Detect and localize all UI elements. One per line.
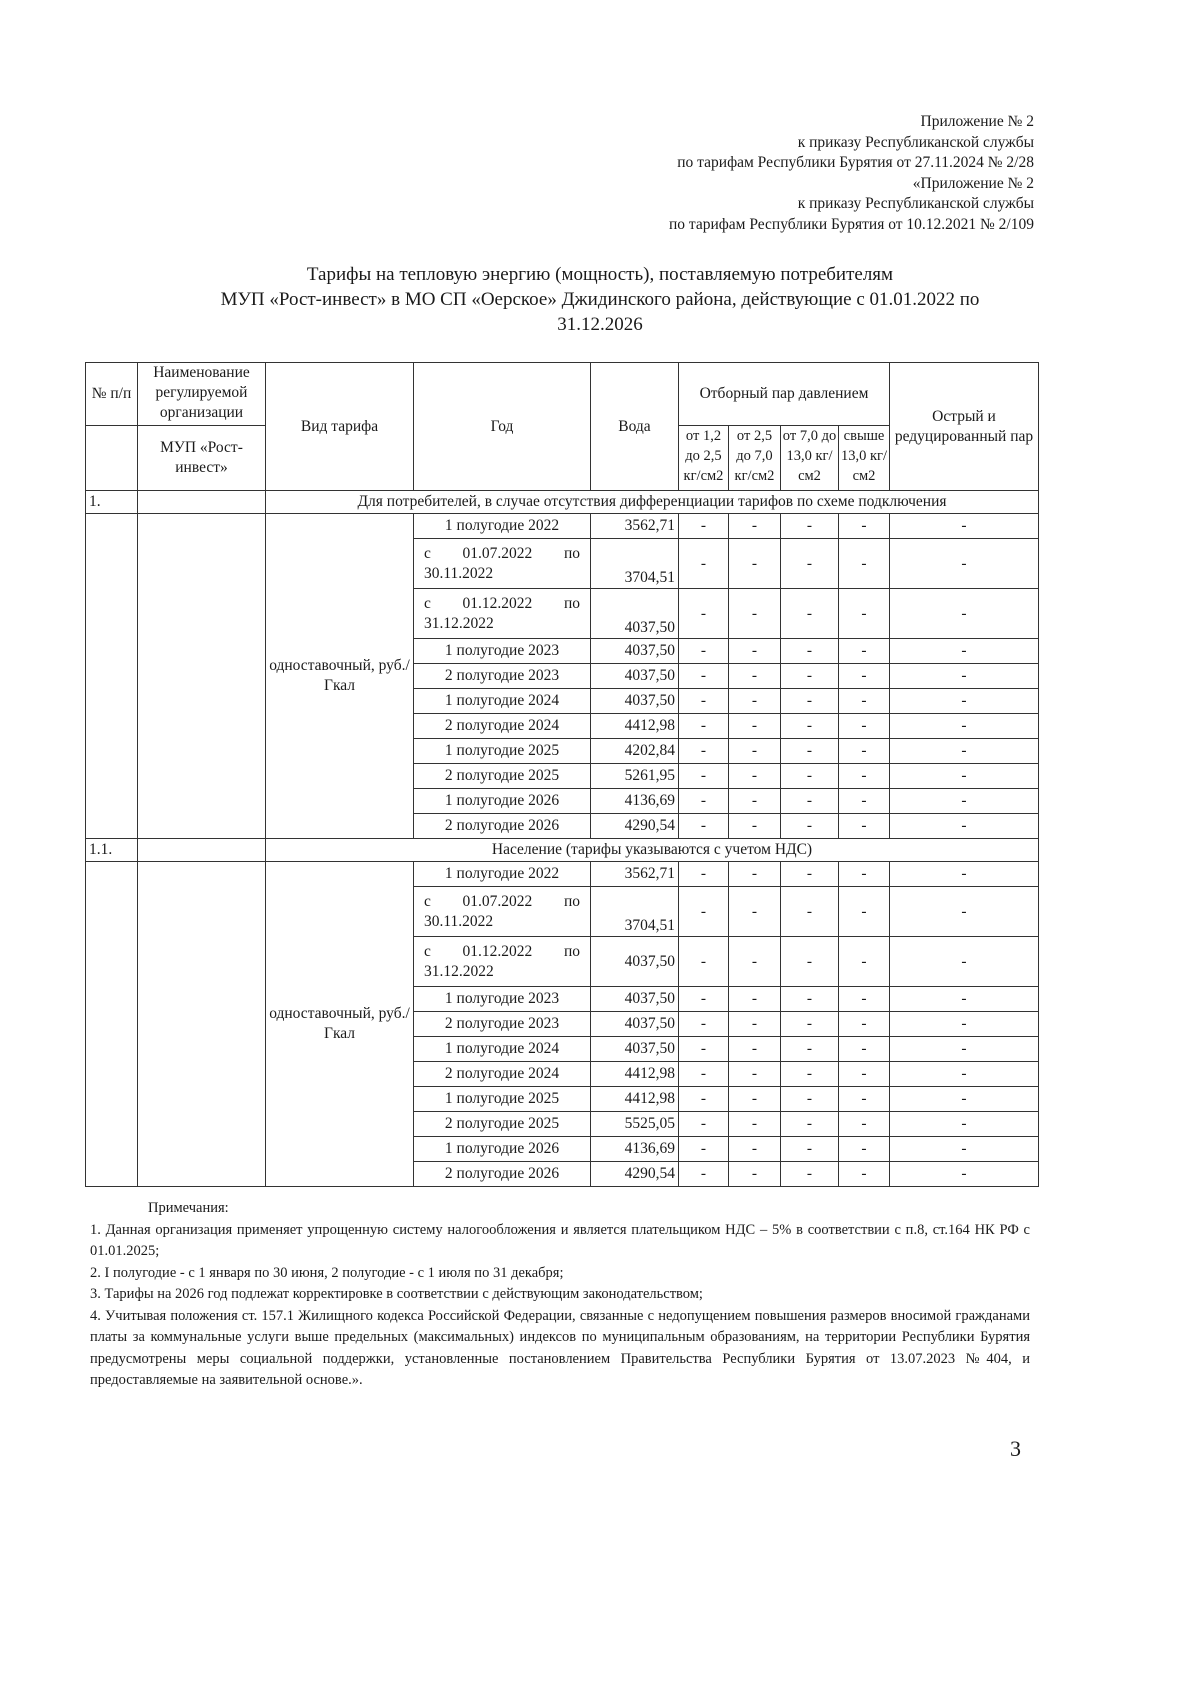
period-cell: 2 полугодие 2025: [414, 764, 591, 789]
empty-value-dash: -: [781, 789, 839, 814]
water-tariff-value: 4037,50: [591, 1037, 679, 1062]
empty-value-dash: -: [839, 664, 890, 689]
period-cell: 2 полугодие 2023: [414, 1012, 591, 1037]
empty-value-dash: -: [781, 937, 839, 987]
note-item: 3. Тарифы на 2026 год подлежат корректировке в соответствии с действующим законодательством;: [90, 1286, 703, 1302]
empty-value-dash: -: [781, 1062, 839, 1087]
period-cell: 1 полугодие 2022: [414, 862, 591, 887]
empty-value-dash: -: [679, 714, 729, 739]
empty-cell: [138, 862, 266, 1187]
empty-value-dash: -: [839, 514, 890, 539]
empty-value-dash: -: [890, 862, 1039, 887]
empty-value-dash: -: [679, 514, 729, 539]
period-cell: 2 полугодие 2025: [414, 1112, 591, 1137]
empty-value-dash: -: [679, 1037, 729, 1062]
period-cell: 2 полугодие 2026: [414, 1162, 591, 1187]
water-tariff-value: 5261,95: [591, 764, 679, 789]
empty-value-dash: -: [781, 539, 839, 589]
empty-value-dash: -: [729, 1087, 781, 1112]
empty-value-dash: -: [781, 739, 839, 764]
empty-value-dash: -: [679, 987, 729, 1012]
empty-cell: [138, 839, 266, 862]
empty-value-dash: -: [781, 887, 839, 937]
title-line: 31.12.2026: [557, 314, 643, 335]
empty-value-dash: -: [839, 1087, 890, 1112]
period-cell: 2 полугодие 2023: [414, 664, 591, 689]
empty-value-dash: -: [679, 689, 729, 714]
empty-value-dash: -: [679, 664, 729, 689]
header-line: по тарифам Республики Бурятия от 10.12.2021 № 2/109: [668, 215, 1034, 233]
empty-value-dash: -: [839, 887, 890, 937]
col-header-water: Вода: [591, 363, 679, 491]
empty-value-dash: -: [890, 887, 1039, 937]
period-cell: 1 полугодие 2023: [414, 987, 591, 1012]
page-number: 3: [1010, 1436, 1021, 1461]
water-tariff-value: 3562,71: [591, 862, 679, 887]
period-cell: с 01.12.2022 по 31.12.2022: [414, 937, 591, 987]
empty-cell: [86, 426, 138, 491]
empty-value-dash: -: [729, 664, 781, 689]
period-cell: 1 полугодие 2026: [414, 1137, 591, 1162]
empty-value-dash: -: [839, 814, 890, 839]
empty-cell: [86, 514, 138, 839]
empty-value-dash: -: [729, 764, 781, 789]
empty-value-dash: -: [890, 1012, 1039, 1037]
empty-value-dash: -: [781, 1087, 839, 1112]
empty-value-dash: -: [890, 514, 1039, 539]
empty-value-dash: -: [890, 1112, 1039, 1137]
water-tariff-value: 3704,51: [591, 539, 679, 589]
section-number: 1.: [86, 491, 138, 514]
empty-value-dash: -: [839, 1062, 890, 1087]
tariff-type: одноставочный, руб./Гкал: [266, 514, 414, 839]
empty-value-dash: -: [781, 514, 839, 539]
empty-value-dash: -: [729, 639, 781, 664]
water-tariff-value: 4037,50: [591, 689, 679, 714]
water-tariff-value: 4136,69: [591, 1137, 679, 1162]
empty-value-dash: -: [839, 937, 890, 987]
period-cell: 2 полугодие 2024: [414, 1062, 591, 1087]
note-item: 2. I полугодие - с 1 января по 30 июня, 2 полугодие - с 1 июля по 31 декабря;: [90, 1264, 564, 1281]
water-tariff-value: 4037,50: [591, 937, 679, 987]
period-cell: с 01.07.2022 по 30.11.2022: [414, 539, 591, 589]
pressure-header: от 1,2 до 2,5 кг/см2: [679, 426, 729, 491]
empty-value-dash: -: [781, 1037, 839, 1062]
empty-value-dash: -: [729, 1062, 781, 1087]
empty-value-dash: -: [839, 987, 890, 1012]
empty-value-dash: -: [679, 739, 729, 764]
empty-value-dash: -: [729, 1162, 781, 1187]
empty-value-dash: -: [890, 1037, 1039, 1062]
water-tariff-value: 4412,98: [591, 1062, 679, 1087]
empty-cell: [86, 862, 138, 1187]
empty-value-dash: -: [679, 789, 729, 814]
section-number: 1.1.: [86, 839, 138, 862]
section-row: [86, 491, 1039, 514]
empty-value-dash: -: [679, 887, 729, 937]
empty-value-dash: -: [781, 1112, 839, 1137]
col-header-type: Вид тарифа: [266, 363, 414, 491]
tariff-table: [85, 362, 1039, 1187]
water-tariff-value: 5525,05: [591, 1112, 679, 1137]
empty-value-dash: -: [890, 764, 1039, 789]
section-label: Для потребителей, в случае отсутствия дифференциации тарифов по схеме подключения: [266, 491, 1039, 514]
empty-value-dash: -: [890, 739, 1039, 764]
header-line: к приказу Республиканской службы: [797, 195, 1034, 212]
empty-value-dash: -: [729, 862, 781, 887]
org-name: МУП «Рост-инвест»: [138, 426, 266, 491]
empty-value-dash: -: [839, 1112, 890, 1137]
empty-value-dash: -: [781, 1012, 839, 1037]
empty-cell: [138, 491, 266, 514]
table-row: [86, 514, 1039, 539]
empty-value-dash: -: [729, 739, 781, 764]
empty-value-dash: -: [890, 1162, 1039, 1187]
empty-value-dash: -: [729, 714, 781, 739]
col-header-sharp-steam: Острый и редуцированный пар: [890, 363, 1039, 491]
empty-value-dash: -: [679, 764, 729, 789]
empty-value-dash: -: [729, 814, 781, 839]
empty-value-dash: -: [890, 714, 1039, 739]
empty-value-dash: -: [781, 689, 839, 714]
header-line: «Приложение № 2: [912, 174, 1034, 192]
empty-value-dash: -: [729, 937, 781, 987]
empty-value-dash: -: [839, 1137, 890, 1162]
col-header-org: Наименование регулируемой организации: [138, 363, 266, 426]
water-tariff-value: 4037,50: [591, 987, 679, 1012]
empty-value-dash: -: [781, 814, 839, 839]
empty-value-dash: -: [890, 639, 1039, 664]
empty-value-dash: -: [781, 1162, 839, 1187]
empty-value-dash: -: [839, 789, 890, 814]
empty-value-dash: -: [679, 937, 729, 987]
period-cell: 1 полугодие 2024: [414, 689, 591, 714]
empty-value-dash: -: [890, 539, 1039, 589]
period-cell: 1 полугодие 2023: [414, 639, 591, 664]
empty-value-dash: -: [781, 664, 839, 689]
empty-value-dash: -: [679, 1112, 729, 1137]
empty-value-dash: -: [839, 764, 890, 789]
empty-value-dash: -: [890, 1137, 1039, 1162]
empty-value-dash: -: [729, 789, 781, 814]
period-cell: 2 полугодие 2024: [414, 714, 591, 739]
period-cell: с 01.12.2022 по 31.12.2022: [414, 589, 591, 639]
title-line: Тарифы на тепловую энергию (мощность), поставляемую потребителям: [306, 264, 894, 285]
empty-value-dash: -: [839, 1162, 890, 1187]
empty-value-dash: -: [679, 589, 729, 639]
header-line: к приказу Республиканской службы: [797, 133, 1034, 151]
water-tariff-value: 4412,98: [591, 1087, 679, 1112]
empty-value-dash: -: [839, 539, 890, 589]
pressure-header: от 7,0 до 13,0 кг/см2: [781, 426, 839, 491]
table-row: [86, 862, 1039, 887]
empty-value-dash: -: [839, 739, 890, 764]
header-line: Приложение № 2: [920, 113, 1034, 130]
empty-value-dash: -: [729, 1012, 781, 1037]
period-cell: 1 полугодие 2026: [414, 789, 591, 814]
empty-value-dash: -: [781, 639, 839, 664]
water-tariff-value: 3704,51: [591, 887, 679, 937]
water-tariff-value: 4412,98: [591, 714, 679, 739]
title-line: МУП «Рост-инвест» в МО СП «Оерское» Джидинского района, действующие с 01.01.2022 по: [220, 289, 980, 310]
document-title: [100, 262, 1100, 337]
empty-value-dash: -: [890, 814, 1039, 839]
empty-value-dash: -: [729, 987, 781, 1012]
empty-value-dash: -: [729, 1137, 781, 1162]
header-line: по тарифам Республики Бурятия от 27.11.2024 № 2/28: [677, 154, 1034, 171]
empty-value-dash: -: [890, 1062, 1039, 1087]
empty-value-dash: -: [839, 639, 890, 664]
empty-value-dash: -: [890, 589, 1039, 639]
water-tariff-value: 4037,50: [591, 589, 679, 639]
notes: [90, 1198, 1030, 1392]
empty-value-dash: -: [679, 1162, 729, 1187]
period-cell: 2 полугодие 2026: [414, 814, 591, 839]
water-tariff-value: 4290,54: [591, 1162, 679, 1187]
empty-value-dash: -: [890, 789, 1039, 814]
empty-value-dash: -: [781, 1137, 839, 1162]
empty-value-dash: -: [729, 689, 781, 714]
col-header-year: Год: [414, 363, 591, 491]
water-tariff-value: 4202,84: [591, 739, 679, 764]
empty-value-dash: -: [781, 862, 839, 887]
empty-value-dash: -: [839, 862, 890, 887]
empty-value-dash: -: [890, 1087, 1039, 1112]
empty-value-dash: -: [729, 514, 781, 539]
empty-value-dash: -: [781, 764, 839, 789]
empty-value-dash: -: [679, 1137, 729, 1162]
pressure-header: свыше 13,0 кг/см2: [839, 426, 890, 491]
empty-value-dash: -: [679, 1087, 729, 1112]
empty-value-dash: -: [890, 987, 1039, 1012]
empty-value-dash: -: [679, 814, 729, 839]
empty-value-dash: -: [679, 539, 729, 589]
empty-value-dash: -: [839, 689, 890, 714]
empty-value-dash: -: [890, 689, 1039, 714]
water-tariff-value: 4136,69: [591, 789, 679, 814]
notes-title: Примечания:: [148, 1200, 229, 1216]
empty-value-dash: -: [839, 1037, 890, 1062]
water-tariff-value: 4037,50: [591, 639, 679, 664]
col-header-steam: Отборный пар давлением: [679, 363, 890, 426]
water-tariff-value: 4037,50: [591, 1012, 679, 1037]
empty-value-dash: -: [839, 1012, 890, 1037]
empty-value-dash: -: [679, 639, 729, 664]
empty-value-dash: -: [890, 937, 1039, 987]
empty-value-dash: -: [729, 1112, 781, 1137]
appendix-header: [669, 112, 1034, 235]
section-row: [86, 839, 1039, 862]
empty-value-dash: -: [781, 987, 839, 1012]
period-cell: 1 полугодие 2022: [414, 514, 591, 539]
empty-cell: [138, 514, 266, 839]
water-tariff-value: 3562,71: [591, 514, 679, 539]
section-label: Население (тарифы указываются с учетом НДС): [266, 839, 1039, 862]
empty-value-dash: -: [679, 1012, 729, 1037]
tariff-type: одноставочный, руб./Гкал: [266, 862, 414, 1187]
empty-value-dash: -: [729, 589, 781, 639]
pressure-header: от 2,5 до 7,0 кг/см2: [729, 426, 781, 491]
col-header-num: № п/п: [86, 363, 138, 426]
empty-value-dash: -: [729, 1037, 781, 1062]
empty-value-dash: -: [679, 862, 729, 887]
empty-value-dash: -: [729, 539, 781, 589]
empty-value-dash: -: [890, 664, 1039, 689]
note-item: 4. Учитывая положения ст. 157.1 Жилищного кодекса Российской Федерации, связанные с недопущением повышения размеров вносимой гражданами платы за коммунальные услуги выше предельных (максимальных) индексов по муниципальным образованиям, на территории Республики Бурятия предусмотрены меры социальной поддержки, установленные постановлением Правительства Республики Бурятия от 13.07.2023 №404, и предоставляемые на заявительной основе.».: [90, 1307, 1030, 1388]
empty-value-dash: -: [781, 589, 839, 639]
period-cell: 1 полугодие 2025: [414, 1087, 591, 1112]
period-cell: 1 полугодие 2025: [414, 739, 591, 764]
empty-value-dash: -: [839, 714, 890, 739]
empty-value-dash: -: [839, 589, 890, 639]
period-cell: 1 полугодие 2024: [414, 1037, 591, 1062]
period-cell: с 01.07.2022 по 30.11.2022: [414, 887, 591, 937]
water-tariff-value: 4290,54: [591, 814, 679, 839]
empty-value-dash: -: [679, 1062, 729, 1087]
empty-value-dash: -: [781, 714, 839, 739]
water-tariff-value: 4037,50: [591, 664, 679, 689]
note-item: 1. Данная организация применяет упрощенную систему налогообложения и является плательщиком НДС – 5% в соответствии с п.8, ст.164 НК РФ с 01.01.2025;: [90, 1221, 1030, 1259]
empty-value-dash: -: [729, 887, 781, 937]
